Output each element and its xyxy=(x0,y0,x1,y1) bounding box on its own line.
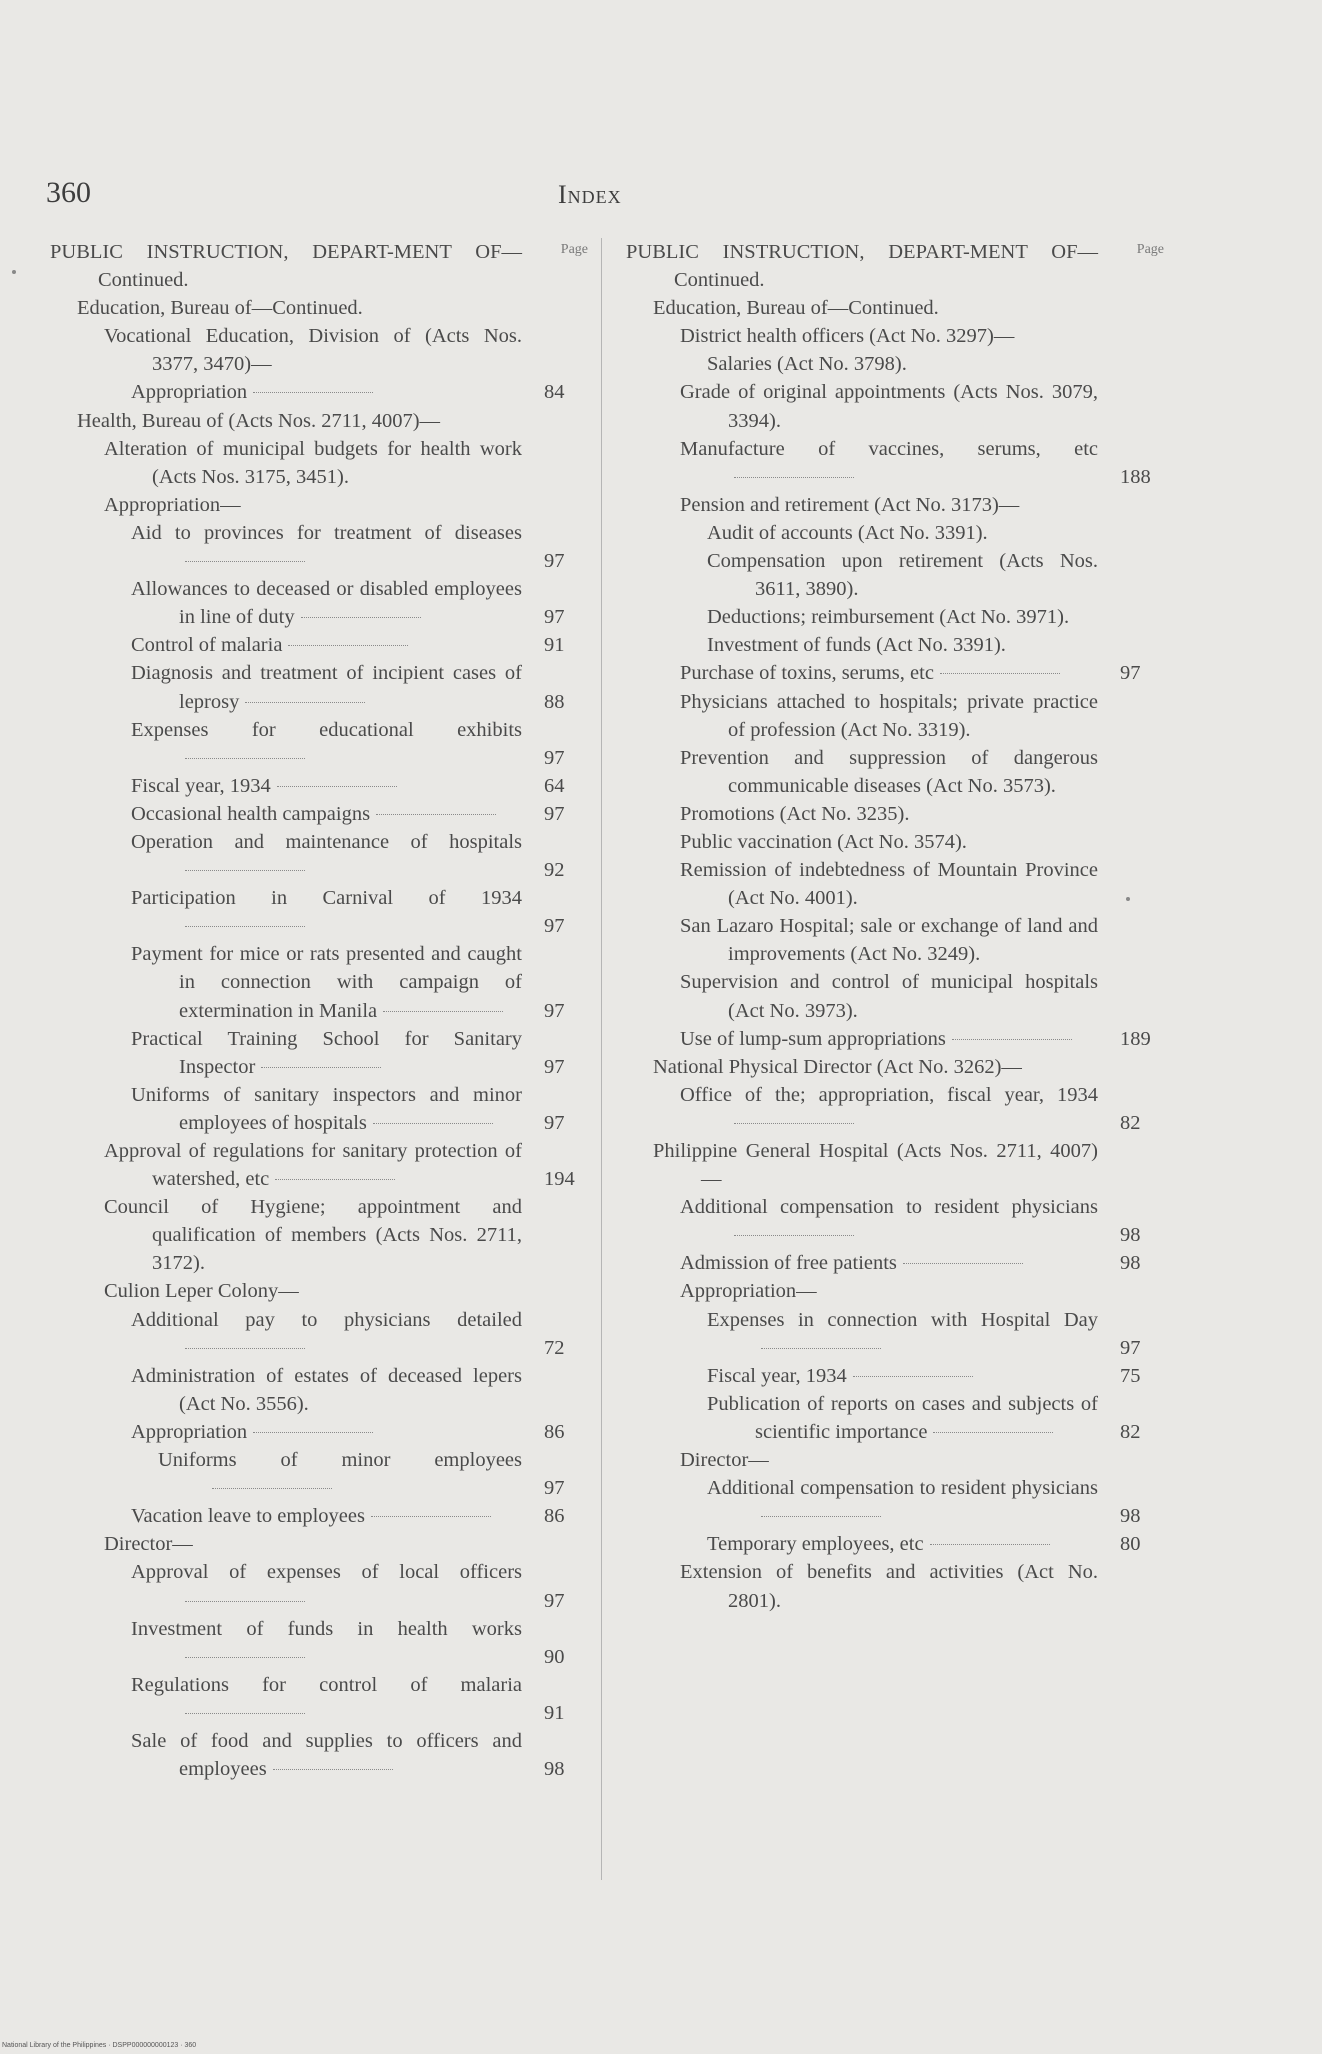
dot-leader xyxy=(273,1769,393,1770)
index-entry-text: PUBLIC INSTRUCTION, DEPART-MENT OF—Continued. xyxy=(626,241,1098,292)
index-page-ref: 97 xyxy=(544,550,565,573)
page-number: 360 xyxy=(46,176,91,209)
index-page-ref: 88 xyxy=(544,690,565,713)
index-entry-text: Investment of funds in health works xyxy=(131,1617,522,1640)
index-entry-text: Public vaccination (Act No. 3574). xyxy=(680,830,967,853)
dot-leader xyxy=(734,477,854,478)
dot-leader xyxy=(185,758,305,759)
dot-leader xyxy=(376,814,496,815)
index-entry-text: Practical Training School for Sanitary Inspector xyxy=(131,1027,522,1078)
index-entry xyxy=(131,1558,588,1614)
index-entry-text: Fiscal year, 1934 xyxy=(707,1364,847,1387)
index-entry-text: Purchase of toxins, serums, etc xyxy=(680,662,934,685)
dot-leader xyxy=(930,1544,1050,1545)
index-entry xyxy=(680,435,1164,491)
dot-leader xyxy=(288,645,408,646)
index-entry xyxy=(626,238,1164,294)
index-entry-text: District health officers (Act No. 3297)— xyxy=(680,325,1015,348)
index-entry xyxy=(707,1390,1164,1446)
dot-leader xyxy=(245,702,365,703)
index-entry-text: Supervision and control of municipal hospitals (Act No. 3973). xyxy=(680,971,1098,1022)
dot-leader xyxy=(940,673,1060,674)
index-entry xyxy=(680,968,1164,1024)
dot-leader xyxy=(734,1123,854,1124)
index-entry-text: Vocational Education, Division of (Acts Nos. 3377, 3470)— xyxy=(104,325,522,376)
index-page-ref: 97 xyxy=(544,1111,565,1134)
index-page-ref: 91 xyxy=(544,1701,565,1724)
index-entry-text: Expenses in connection with Hospital Day xyxy=(707,1308,1098,1331)
index-page-ref: 97 xyxy=(544,915,565,938)
index-entry xyxy=(707,519,1164,547)
index-entry xyxy=(680,688,1164,744)
right-column xyxy=(626,238,1164,1615)
index-entry-text: Fiscal year, 1934 xyxy=(131,774,271,797)
index-entry-text: Additional pay to physicians detailed xyxy=(131,1308,522,1331)
index-entry xyxy=(131,772,588,800)
index-entry xyxy=(680,800,1164,828)
index-entry xyxy=(104,435,588,491)
dot-leader xyxy=(185,1348,305,1349)
index-entry-text: Participation in Carnival of 1934 xyxy=(131,887,522,910)
index-entry-text: Approval of expenses of local officers xyxy=(131,1561,522,1584)
index-page-ref: 82 xyxy=(1120,1420,1141,1443)
index-entry-text: Expenses for educational exhibits xyxy=(131,718,522,741)
index-entry-text: Culion Leper Colony— xyxy=(104,1280,299,1303)
index-page-ref: 97 xyxy=(544,1055,565,1078)
index-entry-text: Prevention and suppression of dangerous communicable diseases (Act No. 3573). xyxy=(680,746,1098,797)
dot-leader xyxy=(185,1713,305,1714)
index-page-ref: 97 xyxy=(544,802,565,825)
dot-leader xyxy=(734,1235,854,1236)
index-entry-text: Additional compensation to resident physicians xyxy=(680,1196,1098,1219)
index-entry-text: Salaries (Act No. 3798). xyxy=(707,353,907,376)
index-entry xyxy=(707,603,1164,631)
index-entry xyxy=(131,575,588,631)
page-column-label: Page xyxy=(560,242,588,257)
index-entry xyxy=(131,800,588,828)
index-entry-text: National Physical Director (Act No. 3262)— xyxy=(653,1055,1022,1078)
index-entry-text: Regulations for control of malaria xyxy=(131,1673,522,1696)
index-entry-text: Audit of accounts (Act No. 3391). xyxy=(707,521,988,544)
index-page-ref: 194 xyxy=(544,1168,575,1191)
dot-leader xyxy=(761,1348,881,1349)
index-page-ref: 82 xyxy=(1120,1111,1141,1134)
index-entry xyxy=(131,1081,588,1137)
index-page-ref: 80 xyxy=(1120,1533,1141,1556)
dot-leader xyxy=(301,617,421,618)
dot-leader xyxy=(261,1067,381,1068)
dot-leader xyxy=(185,1657,305,1658)
index-page-ref: 98 xyxy=(1120,1252,1141,1275)
index-entry-text: Manufacture of vaccines, serums, etc xyxy=(680,437,1098,460)
index-entry-text: Promotions (Act No. 3235). xyxy=(680,802,910,825)
index-entry xyxy=(131,716,588,772)
index-entry xyxy=(680,912,1164,968)
index-entry-text: Use of lump-sum appropriations xyxy=(680,1027,946,1050)
index-page-ref: 97 xyxy=(544,1477,565,1500)
index-page-ref: 75 xyxy=(1120,1364,1141,1387)
index-entry xyxy=(680,744,1164,800)
index-entry xyxy=(680,491,1164,519)
index-entry-text: Compensation upon retirement (Acts Nos. 3611, 3890). xyxy=(707,550,1098,601)
index-entry-text: Investment of funds (Act No. 3391). xyxy=(707,634,1006,657)
index-entry-text: Extension of benefits and activities (Act No. 2801). xyxy=(680,1561,1098,1612)
index-entry-text: Grade of original appointments (Acts Nos. 3079, 3394). xyxy=(680,381,1098,432)
index-entry xyxy=(707,631,1164,659)
index-entry-text: Diagnosis and treatment of incipient cases of leprosy xyxy=(131,662,522,713)
index-entry-text: Office of the; appropriation, fiscal year, 1934 xyxy=(680,1083,1098,1106)
index-entry-text: Uniforms of minor employees xyxy=(158,1449,522,1472)
index-entry xyxy=(707,1530,1164,1558)
index-entry xyxy=(131,631,588,659)
index-entry xyxy=(680,322,1164,350)
index-entry-text: San Lazaro Hospital; sale or exchange of land and improvements (Act No. 3249). xyxy=(680,915,1098,966)
index-entry-text: Sale of food and supplies to officers and employees xyxy=(131,1729,522,1781)
index-page-ref: 97 xyxy=(544,606,565,629)
dot-leader xyxy=(371,1516,491,1517)
index-entry xyxy=(707,1474,1164,1530)
index-page-ref: 97 xyxy=(1120,1336,1141,1359)
index-entry xyxy=(104,1137,588,1193)
dot-leader xyxy=(185,926,305,927)
index-entry xyxy=(104,1277,588,1305)
index-entry xyxy=(707,1306,1164,1362)
index-entry xyxy=(131,1727,588,1783)
index-entry xyxy=(131,1362,588,1418)
index-entry xyxy=(77,294,588,322)
dot-leader xyxy=(253,1432,373,1433)
dot-leader xyxy=(903,1263,1023,1264)
index-entry-text: Temporary employees, etc xyxy=(707,1533,924,1556)
index-entry xyxy=(104,322,588,378)
index-page-ref: 86 xyxy=(544,1505,565,1528)
dot-leader xyxy=(373,1123,493,1124)
dot-leader xyxy=(185,870,305,871)
index-entry xyxy=(131,378,588,406)
index-entry-text: Vacation leave to employees xyxy=(131,1505,365,1528)
index-entry-text: Pension and retirement (Act No. 3173)— xyxy=(680,493,1020,516)
index-entry xyxy=(680,1025,1164,1053)
index-entry xyxy=(131,1615,588,1671)
index-entry-text: Education, Bureau of—Continued. xyxy=(653,297,939,320)
index-entry-text: Education, Bureau of—Continued. xyxy=(77,297,363,320)
index-entry-text: Appropriation xyxy=(131,381,248,404)
index-page-ref: 72 xyxy=(544,1336,565,1359)
index-entry xyxy=(104,1530,588,1558)
index-page-ref: 97 xyxy=(1120,662,1141,685)
index-entry-text: Philippine General Hospital (Acts Nos. 2711, 4007)— xyxy=(653,1140,1098,1191)
page-column-label: Page xyxy=(1136,242,1164,257)
index-entry xyxy=(131,884,588,940)
index-entry-text: Allowances to deceased or disabled employees in line of duty xyxy=(131,578,522,629)
index-entry-text: Aid to provinces for treatment of diseases xyxy=(131,521,522,544)
scan-speck xyxy=(12,270,16,274)
index-page-ref: 188 xyxy=(1120,465,1151,488)
index-entry-text: Appropriation xyxy=(131,1420,248,1443)
index-page-ref: 97 xyxy=(544,1589,565,1612)
dot-leader xyxy=(761,1516,881,1517)
dot-leader xyxy=(277,786,397,787)
index-entry-text: Control of malaria xyxy=(131,634,283,657)
index-page-ref: 98 xyxy=(1120,1505,1141,1528)
index-entry xyxy=(158,1446,588,1502)
index-page-ref: 98 xyxy=(544,1758,565,1781)
column-divider xyxy=(601,238,602,1880)
index-page-ref: 92 xyxy=(544,859,565,882)
index-entry-text: Director— xyxy=(104,1533,193,1556)
index-entry-text: Administration of estates of deceased lepers (Act No. 3556). xyxy=(131,1364,522,1415)
index-entry xyxy=(680,1446,1164,1474)
index-entry xyxy=(680,1277,1164,1305)
index-entry xyxy=(707,547,1164,603)
index-entry xyxy=(131,1502,588,1530)
dot-leader xyxy=(185,561,305,562)
index-entry xyxy=(50,238,588,294)
dot-leader xyxy=(853,1376,973,1377)
index-entry-text: Payment for mice or rats presented and caught in connection with campaign of extermination in Manila xyxy=(131,943,522,1022)
index-page-ref: 84 xyxy=(544,381,565,404)
index-page-ref: 90 xyxy=(544,1645,565,1668)
index-entry-text: Health, Bureau of (Acts Nos. 2711, 4007)— xyxy=(77,409,441,432)
index-entry-text: Remission of indebtedness of Mountain Province (Act No. 4001). xyxy=(680,859,1098,910)
index-entry-text: Uniforms of sanitary inspectors and minor employees of hospitals xyxy=(131,1083,522,1134)
index-entry xyxy=(653,1053,1164,1081)
index-entry-text: Occasional health campaigns xyxy=(131,802,371,825)
index-entry xyxy=(653,1137,1164,1193)
index-entry xyxy=(707,350,1164,378)
index-entry xyxy=(131,519,588,575)
index-entry xyxy=(680,1193,1164,1249)
index-entry-text: Appropriation— xyxy=(104,493,241,516)
index-page-ref: 86 xyxy=(544,1420,565,1443)
index-entry-text: Additional compensation to resident physicians xyxy=(707,1477,1098,1500)
left-entries xyxy=(50,238,588,1783)
index-entry xyxy=(680,659,1164,687)
index-entry-text: Admission of free patients xyxy=(680,1252,897,1275)
index-entry-text: Deductions; reimbursement (Act No. 3971). xyxy=(707,606,1070,629)
index-page-ref: 64 xyxy=(544,774,565,797)
index-entry xyxy=(131,1025,588,1081)
scan-speck xyxy=(1126,897,1130,901)
index-entry-text: Approval of regulations for sanitary protection of watershed, etc xyxy=(104,1140,522,1191)
index-entry xyxy=(77,407,588,435)
dot-leader xyxy=(185,1601,305,1602)
index-entry xyxy=(131,1306,588,1362)
dot-leader xyxy=(933,1432,1053,1433)
index-entry-text: Director— xyxy=(680,1449,769,1472)
dot-leader xyxy=(253,392,373,393)
index-page-ref: 97 xyxy=(544,999,565,1022)
index-entry xyxy=(104,1193,588,1277)
index-entry xyxy=(131,1418,588,1446)
index-entry-text: Alteration of municipal budgets for health work (Acts Nos. 3175, 3451). xyxy=(104,437,522,488)
scan-footer: National Library of the Philippines · DSPP000000000123 · 360 xyxy=(2,2042,197,2049)
index-entry-text: Publication of reports on cases and subjects of scientific importance xyxy=(707,1392,1098,1443)
index-entry xyxy=(131,1671,588,1727)
index-page-ref: 189 xyxy=(1120,1027,1151,1050)
index-entry xyxy=(131,828,588,884)
index-entry xyxy=(131,940,588,1024)
index-entry xyxy=(680,856,1164,912)
dot-leader xyxy=(952,1039,1072,1040)
index-page-ref: 91 xyxy=(544,634,565,657)
index-entry xyxy=(653,294,1164,322)
running-head: Index xyxy=(558,180,622,209)
index-entry xyxy=(104,491,588,519)
index-page-ref: 97 xyxy=(544,746,565,769)
index-entry xyxy=(680,828,1164,856)
dot-leader xyxy=(212,1488,332,1489)
index-entry xyxy=(680,1081,1164,1137)
index-entry xyxy=(680,378,1164,434)
dot-leader xyxy=(275,1179,395,1180)
index-entry-text: Operation and maintenance of hospitals xyxy=(131,830,522,853)
right-entries xyxy=(626,238,1164,1615)
index-entry-text: Council of Hygiene; appointment and qualification of members (Acts Nos. 2711, 3172). xyxy=(104,1196,522,1275)
index-entry xyxy=(680,1249,1164,1277)
dot-leader xyxy=(383,1011,503,1012)
index-entry-text: Physicians attached to hospitals; private practice of profession (Act No. 3319). xyxy=(680,690,1098,741)
left-column xyxy=(50,238,588,1783)
index-entry xyxy=(131,659,588,715)
index-entry xyxy=(680,1558,1164,1614)
index-entry-text: PUBLIC INSTRUCTION, DEPART-MENT OF—Continued. xyxy=(50,241,522,292)
index-entry xyxy=(707,1362,1164,1390)
index-page-ref: 98 xyxy=(1120,1224,1141,1247)
index-entry-text: Appropriation— xyxy=(680,1280,817,1303)
